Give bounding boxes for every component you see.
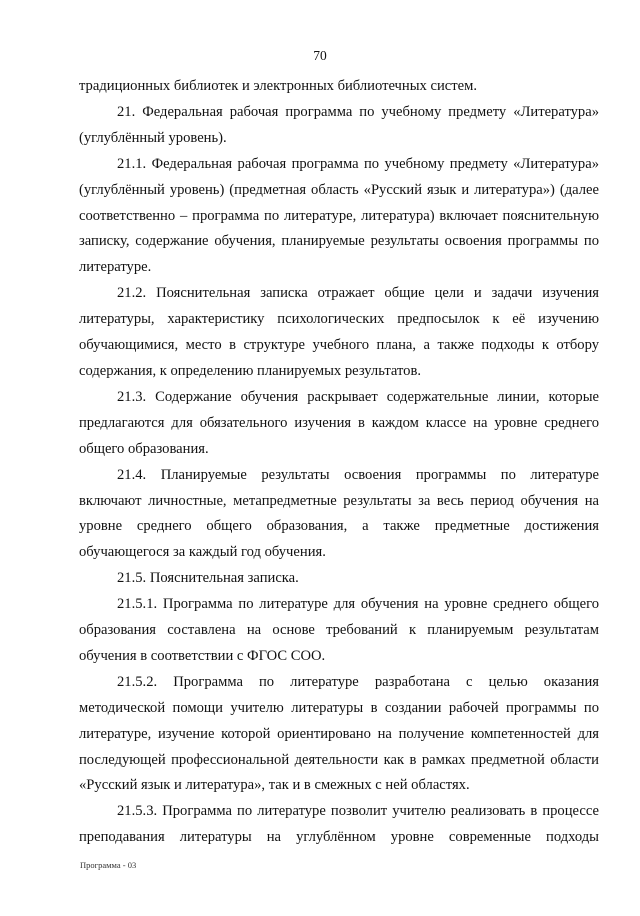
paragraph-21-4: 21.4. Планируемые результаты освоения программы по литературе включают личностные, метапредметные результаты за весь период обучения на уровне среднего общего образования, а также предметные достижения обучающегося за каждый год обучения.	[79, 466, 599, 561]
page-footer: Программа - 03	[80, 860, 137, 870]
paragraph-21-5-3: 21.5.3. Программа по литературе позволит учителю реализовать в процессе преподавания литературы на углублённом уровне современные подходы	[79, 803, 599, 846]
paragraph-21-5: 21.5. Пояснительная записка.	[117, 570, 299, 587]
paragraph-21-1: 21.1. Федеральная рабочая программа по учебному предмету «Литература» (углублённый уровень) (предметная область «Русский язык и литература») (далее соответственно – программа по литературе, литература) включает пояснительную записку, содержание обучения, планируемые результаты освоения программы по литературе.	[79, 155, 599, 276]
paragraph-21-5-2: 21.5.2. Программа по литературе разработана с целью оказания методической помощи учителю литературы в создании рабочей программы по литературе, изучение которой ориентировано на получение компетенностей для последующей профессиональной деятельности как в рамках предметной области «Русский язык и литература», так и в смежных с ней областях.	[79, 673, 599, 794]
paragraph-21-3: 21.3. Содержание обучения раскрывает содержательные линии, которые предлагаются для обязательного изучения в каждом классе на уровне среднего общего образования.	[79, 388, 599, 457]
paragraph-continued: традиционных библиотек и электронных библиотечных систем.	[79, 78, 477, 94]
document-body	[79, 74, 599, 851]
paragraph-21-2: 21.2. Пояснительная записка отражает общие цели и задачи изучения литературы, характеристику психологических предпосылок к её изучению обучающимися, место в структуре учебного плана, а также подходы к отбору содержания, к определению планируемых результатов.	[79, 285, 599, 379]
paragraph-21-5-1: 21.5.1. Программа по литературе для обучения на уровне среднего общего образования составлена на основе требований к планируемым результатам обучения в соответствии с ФГОС СОО.	[79, 596, 599, 664]
paragraph-21: 21. Федеральная рабочая программа по учебному предмету «Литература» (углублённый уровень).	[79, 103, 599, 146]
page-number: 70	[313, 48, 327, 63]
